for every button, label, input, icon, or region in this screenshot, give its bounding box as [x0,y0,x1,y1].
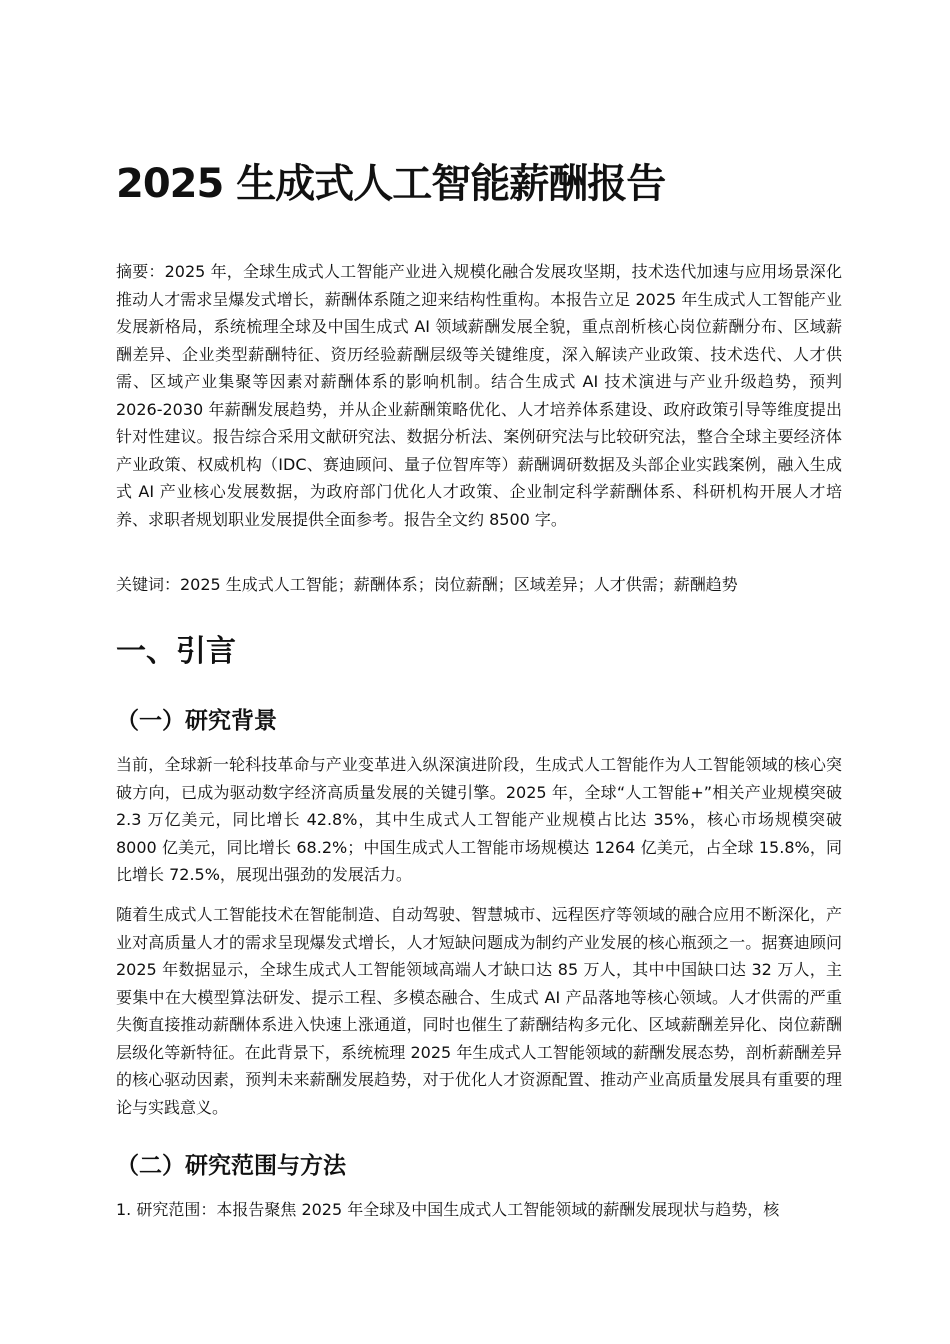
page-title: 2025 生成式人工智能薪酬报告 [116,161,666,207]
keywords-line: 关键词：2025 生成式人工智能；薪酬体系；岗位薪酬；区域差异；人才供需；薪酬趋势 [116,575,738,594]
scope-paragraph-1: 1. 研究范围：本报告聚焦 2025 年全球及中国生成式人工智能领域的薪酬发展现状与趋势，核 [116,1200,780,1219]
section-heading-introduction: 一、引言 [116,634,236,669]
background-paragraph-2: 随着生成式人工智能技术在智能制造、自动驾驶、智慧城市、远程医疗等领域的融合应用不断深化，产业对高质量人才的需求呈现爆发式增长，人才短缺问题成为制约产业发展的核心瓶颈之一。据赛迪顾问 2025 年数据显示，全球生成式人工智能领域高端人才缺口达 85 万人，其中中国缺口达 32 万人，主要集中在大模型算法研发、提示工程、多模态融合、生成式 AI 产品落地等核心领域。人才供需的严重失衡直接推动薪酬体系进入快速上涨通道，同时也催生了薪酬结构多元化、区域薪酬差异化、岗位薪酬层级化等新特征。在此背景下，系统梳理 2025 年生成式人工智能领域的薪酬发展态势，剖析薪酬差异的核心驱动因素，预判未来薪酬发展趋势，对于优化人才资源配置、推动产业高质量发展具有重要的理论与实践意义。 [116,905,842,1117]
subsection-heading-background: （一）研究背景 [116,708,277,734]
abstract-paragraph: 摘要：2025 年，全球生成式人工智能产业进入规模化融合发展攻坚期，技术迭代加速与应用场景深化推动人才需求呈爆发式增长，薪酬体系随之迎来结构性重构。本报告立足 2025 年生成式人工智能产业发展新格局，系统梳理全球及中国生成式 AI 领域薪酬发展全貌，重点剖析核心岗位薪酬分布、区域薪酬差异、企业类型薪酬特征、资历经验薪酬层级等关键维度，深入解读产业政策、技术迭代、人才供需、区域产业集聚等因素对薪酬体系的影响机制。结合生成式 AI 技术演进与产业升级趋势，预判 2026-2030 年薪酬发展趋势，并从企业薪酬策略优化、人才培养体系建设、政府政策引导等维度提出针对性建议。报告综合采用文献研究法、数据分析法、案例研究法与比较研究法，整合全球主要经济体产业政策、权威机构（IDC、赛迪顾问、量子位智库等）薪酬调研数据及头部企业实践案例，融入生成式 AI 产业核心发展数据，为政府部门优化人才政策、企业制定科学薪酬体系、科研机构开展人才培养、求职者规划职业发展提供全面参考。报告全文约 8500 字。 [116,262,842,529]
background-paragraph-1: 当前，全球新一轮科技革命与产业变革进入纵深演进阶段，生成式人工智能作为人工智能领域的核心突破方向，已成为驱动数字经济高质量发展的关键引擎。2025 年，全球“人工智能+”相关产业规模突破 2.3 万亿美元，同比增长 42.8%，其中生成式人工智能产业规模占比达 35%，核心市场规模突破 8000 亿美元，同比增长 68.2%；中国生成式人工智能市场规模达 1264 亿美元，占全球 15.8%，同比增长 72.5%，展现出强劲的发展活力。 [116,755,842,884]
subsection-heading-scope-methods: （二）研究范围与方法 [116,1153,346,1179]
